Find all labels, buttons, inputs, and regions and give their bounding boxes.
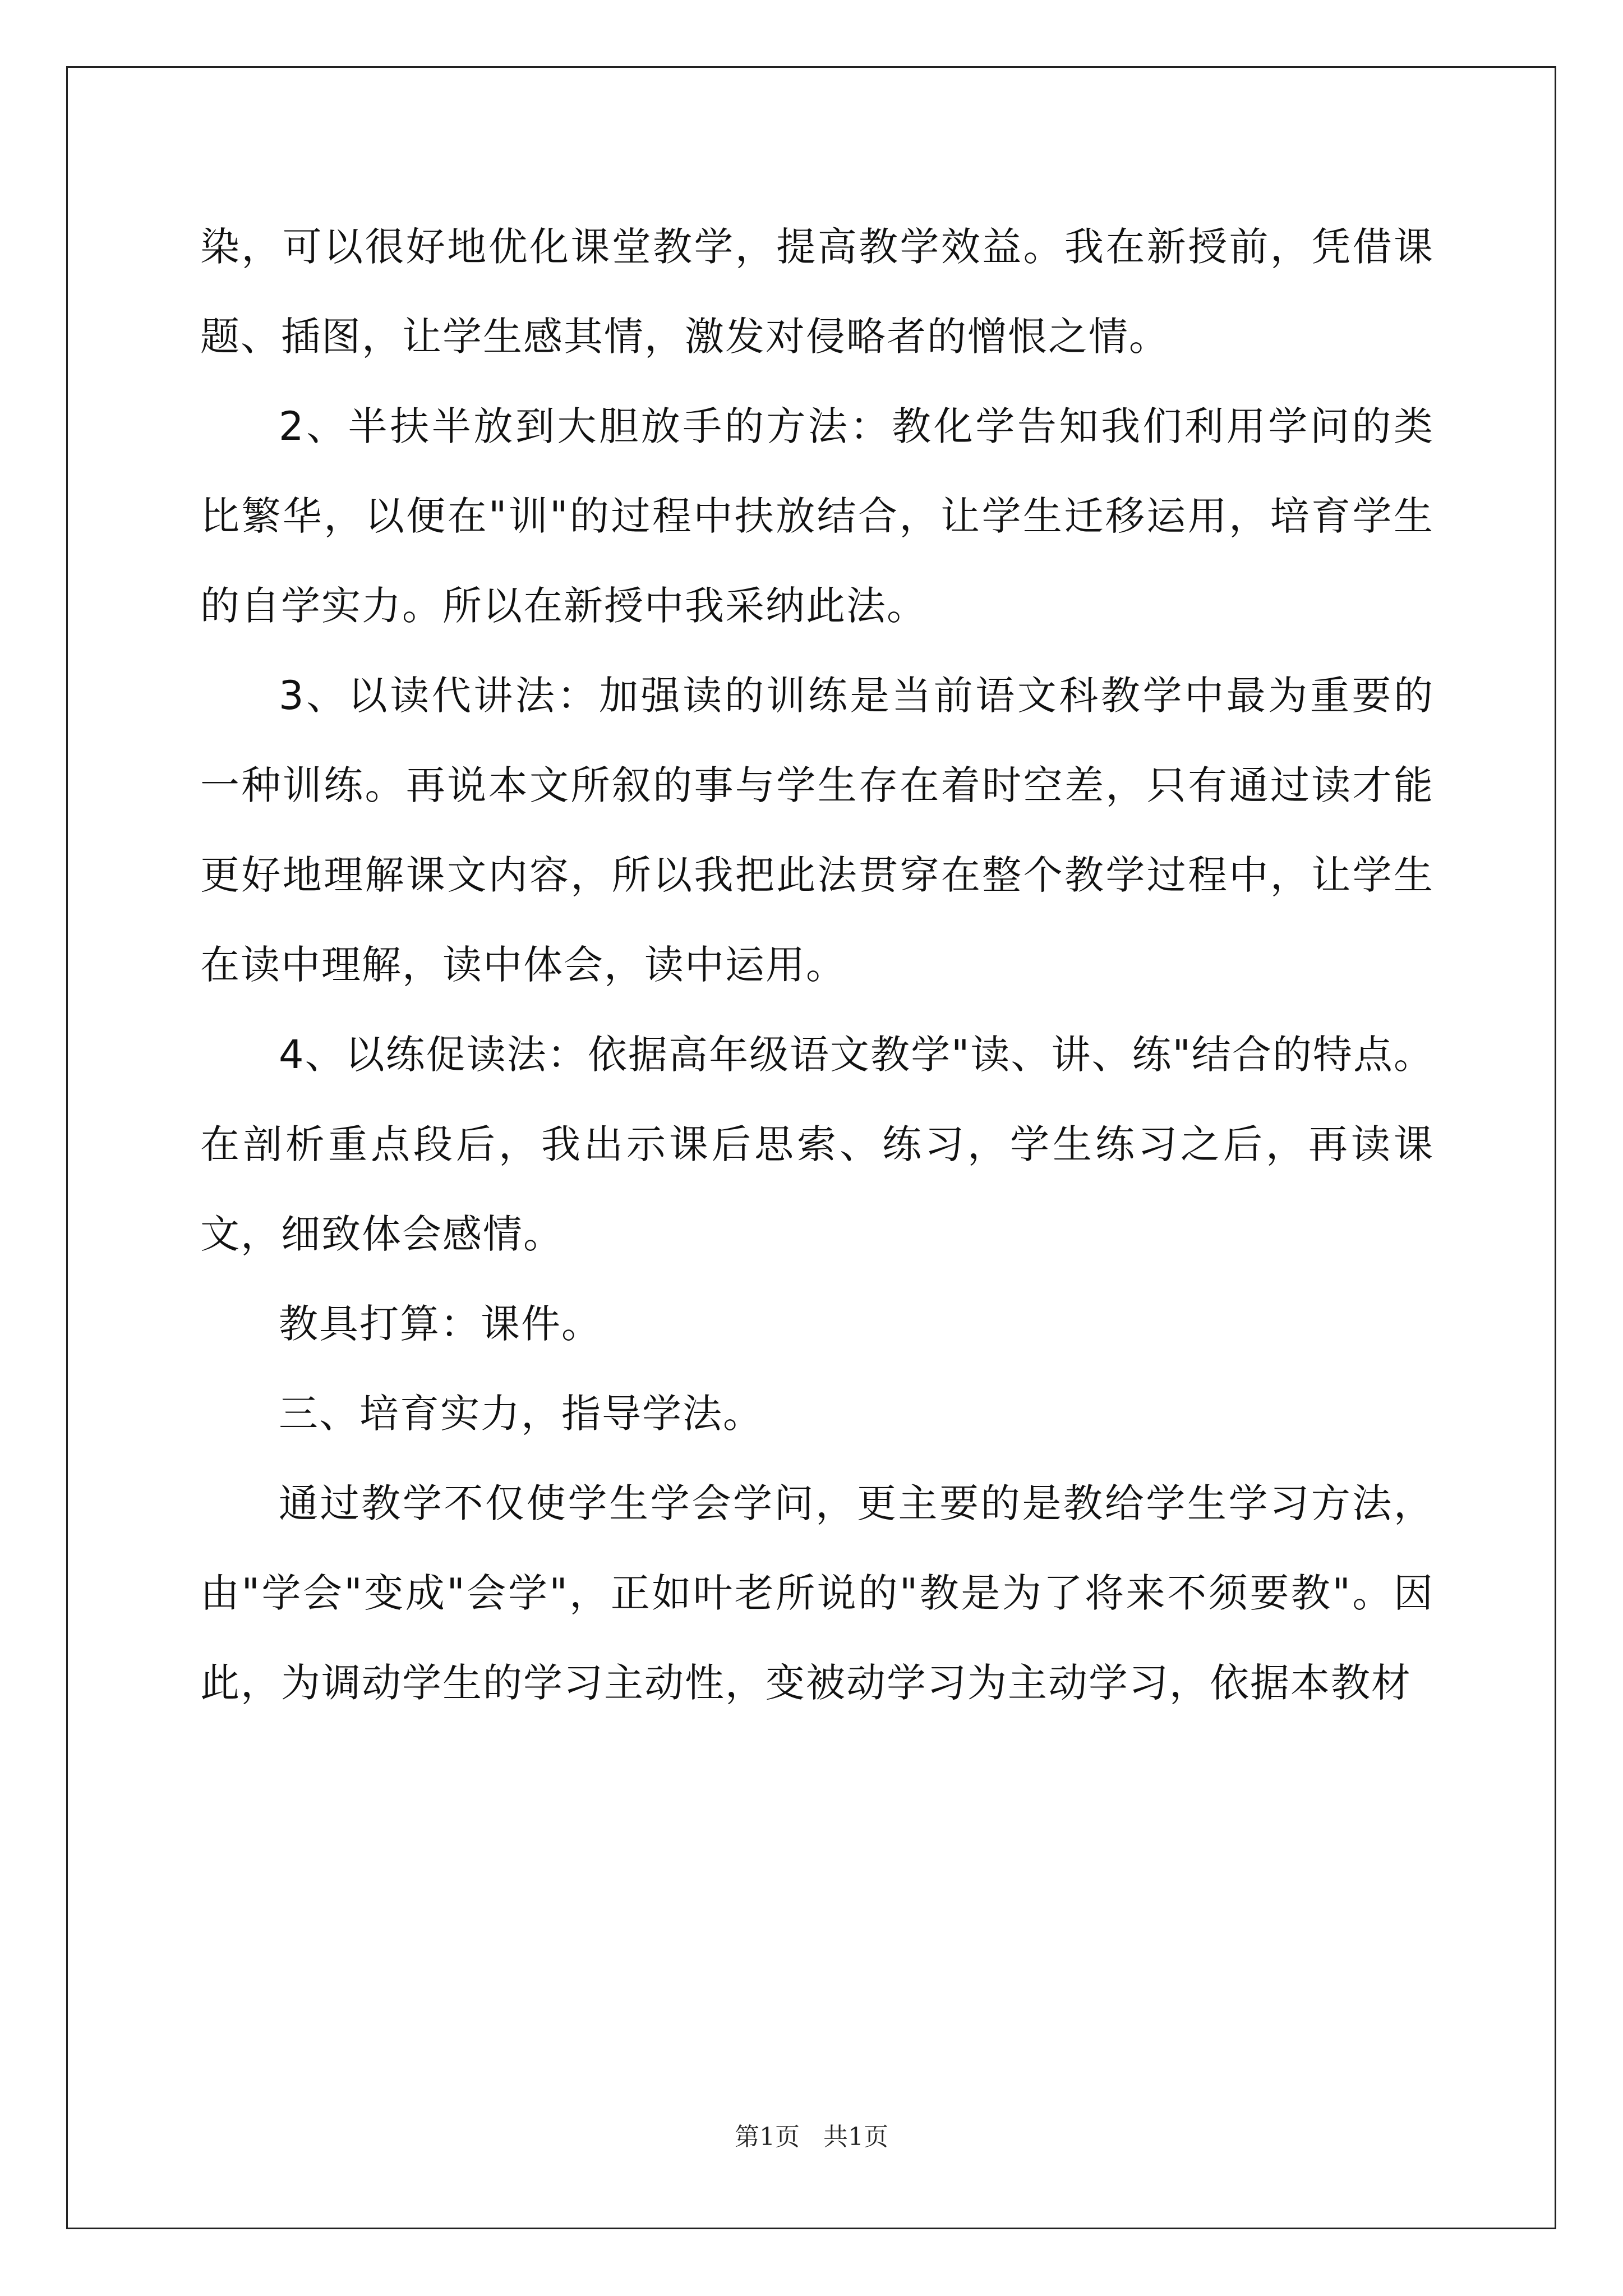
page-number: 第1页: [735, 2123, 800, 2151]
paragraph: 染，可以很好地优化课堂教学，提高教学效益。我在新授前，凭借课题、插图，让学生感其情，激发对侵略者的憎恨之情。: [200, 224, 1434, 360]
paragraph: 三、培育实力，指导学法。: [279, 1391, 763, 1437]
paragraph: 3、以读代讲法：加强读的训练是当前语文科教学中最为重要的一种训练。再说本文所叙的事与学生存在着时空差，只有通过读才能更好地理解课文内容，所以我把此法贯穿在整个教学过程中，让学生在读中理解，读中体会，读中运用。: [200, 673, 1434, 988]
paragraph: 教具打算：课件。: [279, 1301, 602, 1347]
paragraph: 2、半扶半放到大胆放手的方法：教化学告知我们利用学问的类比繁华，以便在"训"的过程中扶放结合，让学生迁移运用，培育学生的自学实力。所以在新授中我采纳此法。: [200, 403, 1434, 629]
paragraph: 4、以练促读法：依据高年级语文教学"读、讲、练"结合的特点。在剖析重点段后，我出示课后思索、练习，学生练习之后，再读课文，细致体会感情。: [200, 1032, 1434, 1257]
page-total: 共1页: [823, 2123, 888, 2151]
page-footer: [0, 2120, 1623, 2154]
paragraph: 通过教学不仅使学生学会学问，更主要的是教给学生学习方法，由"学会"变成"会学"，正如叶老所说的"教是为了将来不须要教"。因此，为调动学生的学习主动性，变被动学习为主动学习，依据本教材: [200, 1480, 1434, 1706]
document-body: [200, 202, 1434, 1728]
